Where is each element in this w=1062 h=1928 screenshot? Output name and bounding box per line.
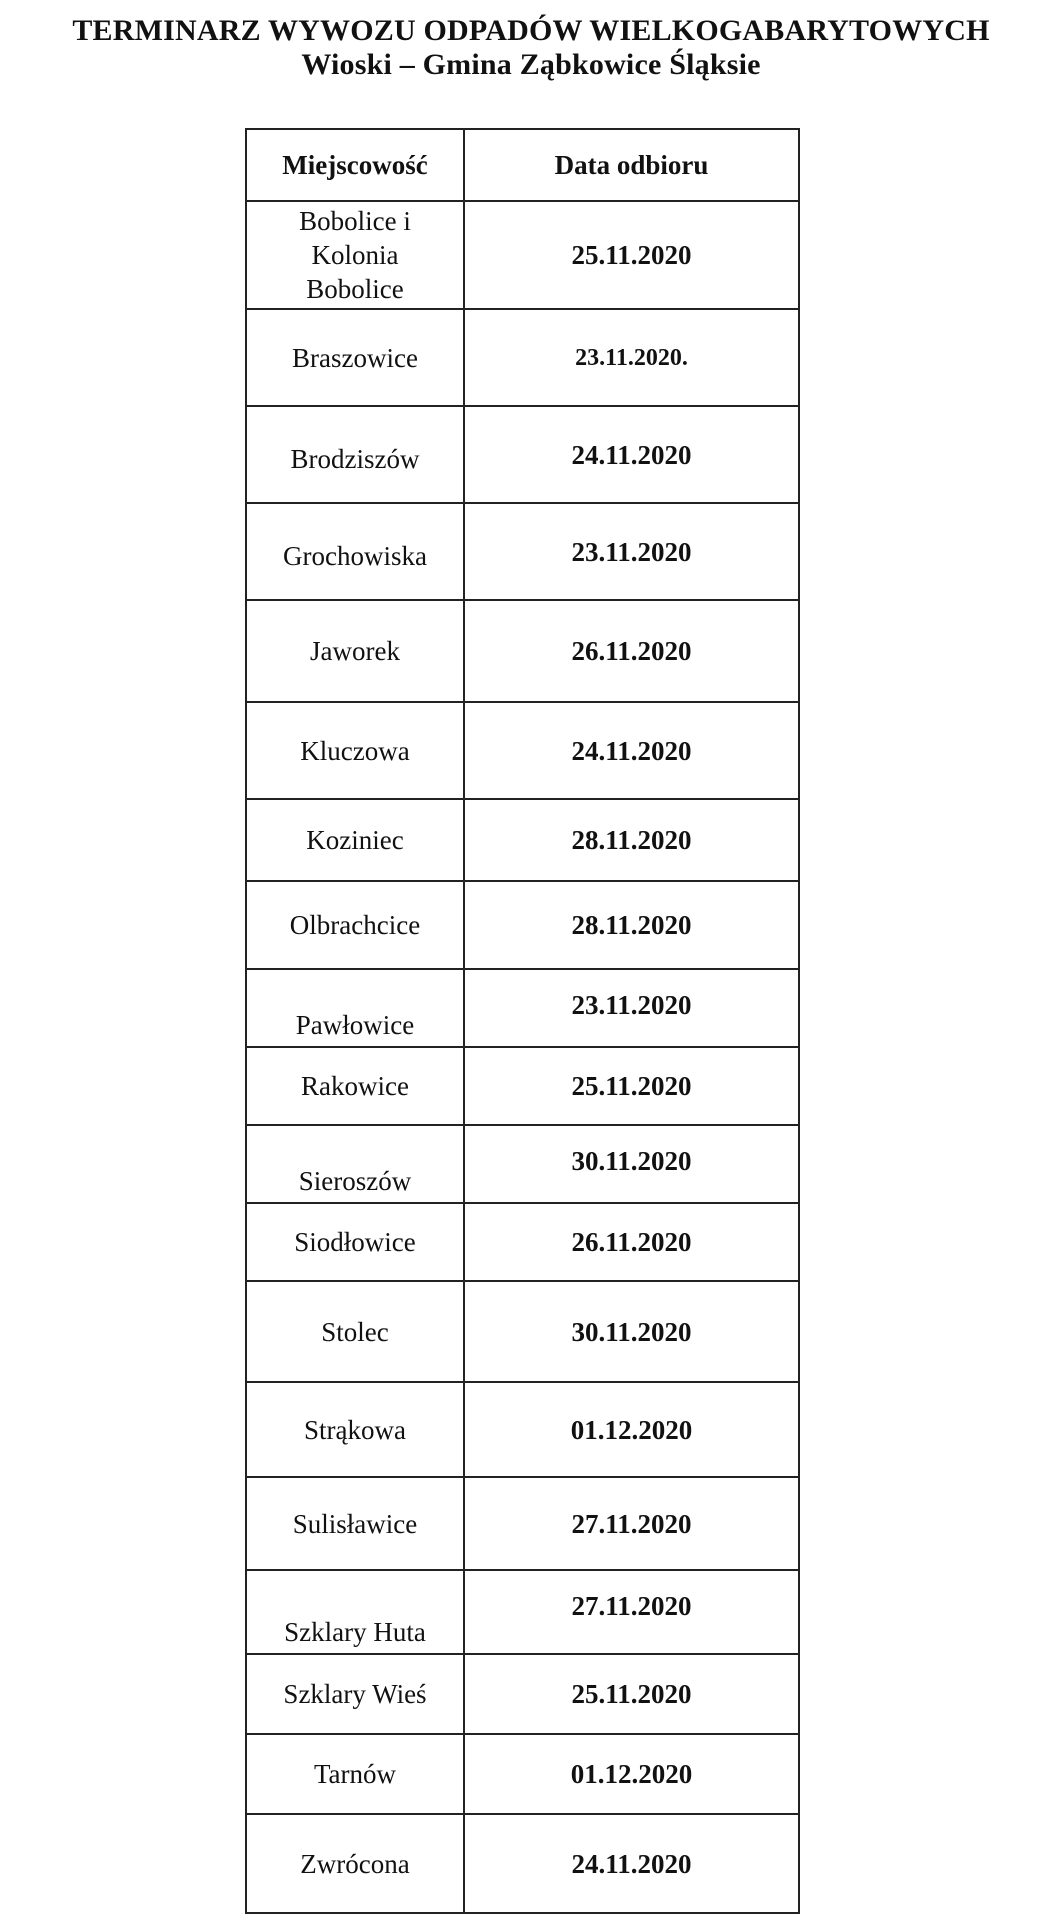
schedule-table xyxy=(245,128,800,1914)
table-row xyxy=(246,881,799,969)
place-cell: Siodłowice xyxy=(246,1203,464,1281)
place-cell: Pawłowice xyxy=(246,969,464,1047)
place-cell: Olbrachcice xyxy=(246,881,464,969)
date-cell: 27.11.2020 xyxy=(464,1477,799,1570)
date-cell: 23.11.2020 xyxy=(464,503,799,600)
place-cell: Strąkowa xyxy=(246,1382,464,1477)
place-cell: Koziniec xyxy=(246,799,464,881)
table-row xyxy=(246,1203,799,1281)
table-row xyxy=(246,799,799,881)
table-row xyxy=(246,1734,799,1814)
place-cell: Kluczowa xyxy=(246,702,464,799)
date-cell: 24.11.2020 xyxy=(464,1814,799,1913)
table-row xyxy=(246,600,799,702)
table-row xyxy=(246,1477,799,1570)
place-cell: Braszowice xyxy=(246,309,464,406)
date-cell: 25.11.2020 xyxy=(464,1654,799,1734)
date-cell: 24.11.2020 xyxy=(464,702,799,799)
date-cell: 25.11.2020 xyxy=(464,201,799,309)
place-cell: Sieroszów xyxy=(246,1125,464,1203)
table-row xyxy=(246,201,799,309)
place-cell: Grochowiska xyxy=(246,503,464,600)
date-cell: 23.11.2020. xyxy=(464,309,799,406)
place-cell: Sulisławice xyxy=(246,1477,464,1570)
place-cell: Zwrócona xyxy=(246,1814,464,1913)
table-row xyxy=(246,1654,799,1734)
table-row xyxy=(246,1570,799,1654)
place-cell: Rakowice xyxy=(246,1047,464,1125)
date-cell: 27.11.2020 xyxy=(464,1570,799,1654)
column-header-place: Miejscowość xyxy=(246,129,464,201)
table-row xyxy=(246,1125,799,1203)
place-cell: Szklary Huta xyxy=(246,1570,464,1654)
date-cell: 01.12.2020 xyxy=(464,1734,799,1814)
place-cell: Tarnów xyxy=(246,1734,464,1814)
table-row xyxy=(246,503,799,600)
date-cell: 25.11.2020 xyxy=(464,1047,799,1125)
place-cell: Jaworek xyxy=(246,600,464,702)
date-cell: 30.11.2020 xyxy=(464,1125,799,1203)
title-line-1: TERMINARZ WYWOZU ODPADÓW WIELKOGABARYTOWYCH xyxy=(72,14,990,47)
date-cell: 01.12.2020 xyxy=(464,1382,799,1477)
table-row xyxy=(246,702,799,799)
date-cell: 28.11.2020 xyxy=(464,799,799,881)
document-title xyxy=(0,14,1062,82)
table-row xyxy=(246,309,799,406)
table-header-row xyxy=(246,129,799,201)
title-line-2: Wioski – Gmina Ząbkowice Śląksie xyxy=(301,48,761,81)
table-row xyxy=(246,1382,799,1477)
table-row xyxy=(246,1814,799,1913)
table-row xyxy=(246,406,799,503)
table-row xyxy=(246,969,799,1047)
date-cell: 26.11.2020 xyxy=(464,1203,799,1281)
column-header-date: Data odbioru xyxy=(464,129,799,201)
place-cell: Szklary Wieś xyxy=(246,1654,464,1734)
date-cell: 28.11.2020 xyxy=(464,881,799,969)
date-cell: 23.11.2020 xyxy=(464,969,799,1047)
table-row xyxy=(246,1047,799,1125)
table-row xyxy=(246,1281,799,1382)
date-cell: 24.11.2020 xyxy=(464,406,799,503)
place-cell: Stolec xyxy=(246,1281,464,1382)
place-cell: Brodziszów xyxy=(246,406,464,503)
date-cell: 26.11.2020 xyxy=(464,600,799,702)
place-cell: Bobolice i Kolonia Bobolice xyxy=(246,201,464,309)
date-cell: 30.11.2020 xyxy=(464,1281,799,1382)
